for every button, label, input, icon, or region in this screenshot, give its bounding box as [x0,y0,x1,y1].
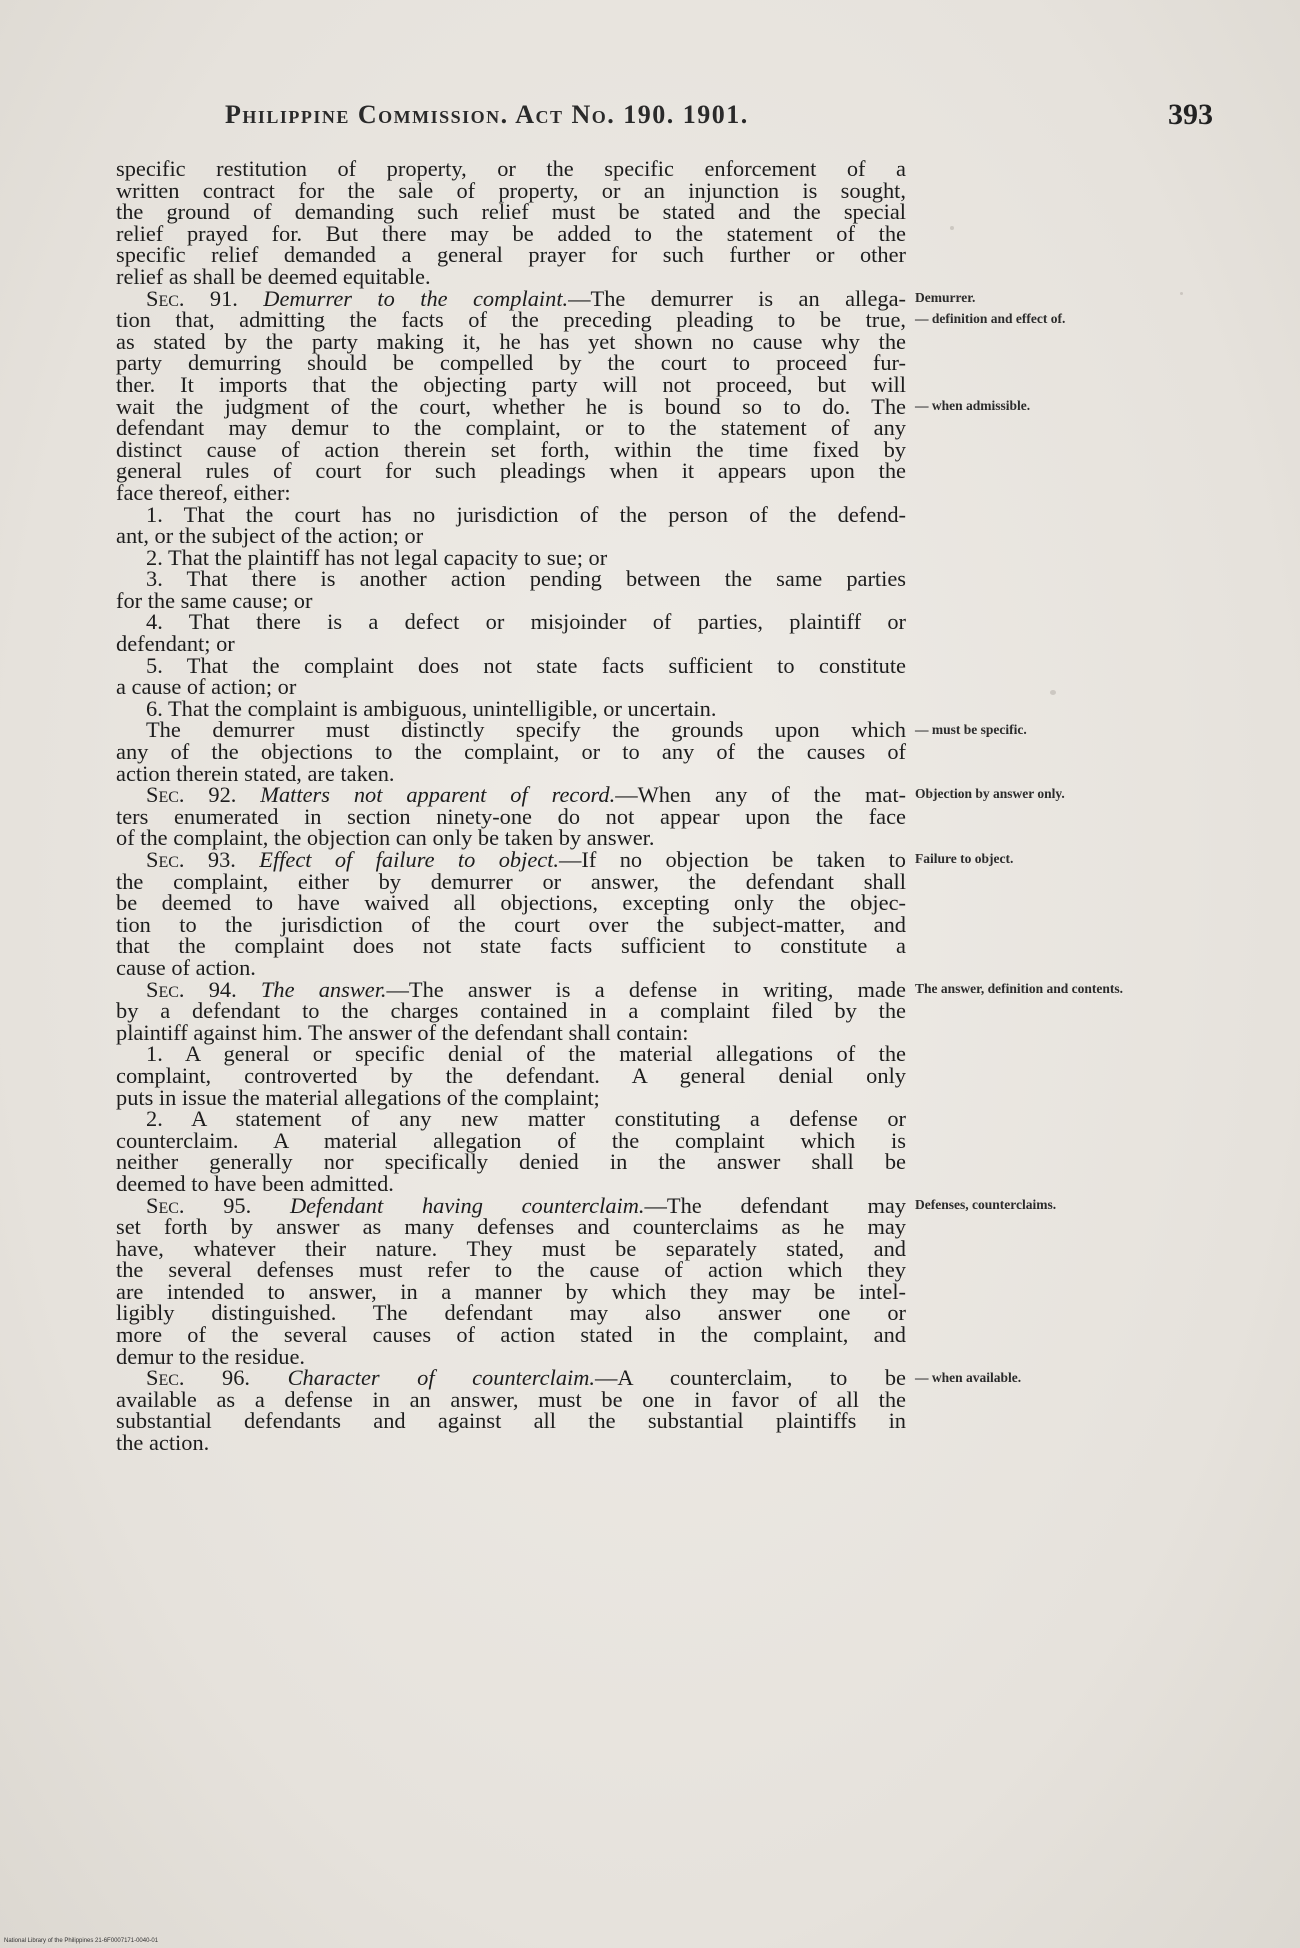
line-text: 4. That there is a defect or misjoinder of parties, plaintiff or [146,609,906,635]
text-line [116,868,906,894]
marginal-note: — definition and effect of. [915,311,1066,327]
line-text: cause of action. [116,954,256,980]
line-text: of the complaint, the objection can only be taken by answer. [116,825,655,851]
section-number: Sec. 93. [146,847,236,872]
line-text: ters enumerated in section ninety-one do not appear upon the face [116,803,906,829]
text-line [116,263,906,289]
section-number: Sec. 91. [146,285,238,311]
text-line [116,1367,906,1389]
text-line [116,1127,906,1153]
text-line [116,568,906,590]
section-number: Sec. 95. [146,1192,252,1218]
section-title: Effect of failure to object. [259,847,560,872]
line-text: available as a defense in an answer, must be one in favor of all the [116,1386,906,1412]
line-text: —The defendant may [644,1192,907,1218]
text-line [116,1084,906,1110]
line-text: the ground of demanding such relief must be stated and the special [116,199,906,225]
text-line [116,479,906,505]
text-line [116,587,906,613]
body-text [116,158,906,1454]
line-text: counterclaim. A material allegation of the complaint which is [116,1127,906,1153]
marginal-note: The answer, definition and contents. [915,980,1124,996]
text-line [116,393,906,419]
marginal-note: — must be specific. [915,721,1027,737]
text-line [116,1192,907,1218]
text-line [116,1302,906,1324]
line-text: be deemed to have waived all objections, excepting only the objec- [116,890,906,916]
line-text: 5. That the complaint does not state facts sufficient to constitute [146,652,906,678]
text-line [116,285,906,311]
marginal-note: — when admissible. [915,397,1031,413]
line-text: 1. That the court has no jurisdiction of the person of the defend- [146,501,906,527]
line-text: action therein stated, are taken. [116,760,395,786]
line-text: 1. A general or specific denial of the material allegations of the [146,1041,906,1067]
text-line [116,1432,906,1454]
line-text: relief as shall be deemed equitable. [116,263,431,289]
text-line [116,220,906,246]
text-line [116,741,906,763]
line-text: defendant may demur to the complaint, or to the statement of any [116,415,906,441]
text-line [116,460,906,482]
text-line [116,1235,906,1261]
running-head: Philippine Commission. Act No. 190. 1901. [225,100,749,129]
marginal-note: Failure to object. [915,851,1014,867]
line-text: tion to the jurisdiction of the court over the subject-matter, and [116,911,906,937]
text-line [116,328,906,354]
section-number: Sec. 94. [146,976,237,1002]
marginal-note: Demurrer. [915,289,976,305]
text-line [116,827,906,849]
text-line [116,1108,906,1130]
line-text: substantial defendants and against all the substantial plaintiffs in [116,1408,906,1434]
text-line [116,177,906,203]
line-text: general rules of court for such pleadings when it appears upon the [116,458,906,484]
marginal-note: Objection by answer only. [915,786,1065,802]
text-line [116,954,906,980]
line-text: the complaint, either by demurrer or answer, the defendant shall [116,868,906,894]
line-text: 6. That the complaint is ambiguous, unintelligible, or uncertain. [146,695,717,721]
line-text: wait the judgment of the court, whether he is bound so to do. The [116,393,906,419]
text-line [116,244,906,266]
text-line [116,352,906,374]
text-line [116,1043,906,1065]
line-text: for the same cause; or [116,587,313,613]
line-text: —The answer is a defense in writing, made [386,976,906,1002]
section-title: Character of counterclaim. [287,1365,596,1391]
line-text: defendant; or [116,631,235,657]
text-line [116,417,906,439]
text-line [116,633,906,655]
line-text: by a defendant to the charges contained in a complaint filed by the [116,998,906,1024]
text-line [116,911,906,937]
line-text: specific restitution of property, or the specific enforcement of a [116,156,906,181]
marginal-note: Defenses, counterclaims. [915,1196,1057,1212]
line-text: the action. [116,1430,210,1456]
line-text: are intended to answer, in a manner by which they may be intel- [116,1278,906,1304]
line-text: tion that, admitting the facts of the preceding pleading to be true, [116,307,906,333]
line-text: —A counterclaim, to be [595,1365,906,1391]
line-text: deemed to have been admitted. [116,1170,394,1196]
line-text: face thereof, either: [116,479,291,505]
line-text: that the complaint does not state facts sufficient to constitute a [116,933,906,959]
text-line [116,719,906,741]
text-line [116,371,906,397]
line-text: neither generally nor specifically denied in the answer shall be [116,1149,906,1175]
text-line [116,1324,906,1346]
line-text: ther. It imports that the objecting party will not proceed, but will [116,371,906,397]
text-line [116,158,906,180]
line-text: ligibly distinguished. The defendant may also answer one or [116,1300,906,1326]
paper-speck [1180,292,1183,295]
line-text: as stated by the party making it, he has yet shown no cause why the [116,328,906,354]
text-line [116,1386,906,1412]
text-line [116,1259,906,1281]
paper-speck [950,226,954,230]
text-line [116,436,906,462]
line-text: —If no objection be taken to [559,847,906,872]
line-text: any of the objections to the complaint, or to any of the causes of [116,739,906,765]
line-text: 2. A statement of any new matter constituting a defense or [146,1106,906,1132]
line-text: —The demurrer is an allega- [568,285,906,311]
line-text: more of the several causes of action stated in the complaint, and [116,1322,906,1348]
section-title: Matters not apparent of record. [260,782,616,808]
section-title: Defendant having counterclaim. [289,1192,645,1218]
section-number: Sec. 92. [146,782,237,808]
text-line [116,501,906,527]
line-text: relief prayed for. But there may be added to the statement of the [116,220,906,246]
text-line [116,1000,906,1022]
text-line [116,784,906,806]
marginal-note: — when available. [915,1369,1022,1385]
text-line [116,935,906,957]
text-line [116,803,906,829]
text-line [116,1410,906,1432]
text-line [116,1151,906,1173]
line-text: demur to the residue. [116,1343,306,1369]
line-text: have, whatever their nature. They must be separately stated, and [116,1235,906,1261]
line-text: distinct cause of action therein set forth, within the time fixed by [116,436,906,462]
line-text: puts in issue the material allegations of the complaint; [116,1084,600,1110]
text-line [116,652,906,678]
paper-speck [1050,690,1056,695]
text-line [116,849,906,871]
text-line [116,676,906,698]
line-text: set forth by answer as many defenses and counterclaims as he may [116,1214,906,1240]
line-text: 3. That there is another action pending between the same parties [146,566,906,592]
text-line [116,892,906,914]
page-number: 393 [1168,98,1213,131]
line-text: party demurring should be compelled by the court to proceed fur- [116,350,906,376]
text-line [116,760,906,786]
line-text: plaintiff against him. The answer of the defendant shall contain: [116,1019,689,1045]
line-text: —When any of the mat- [615,782,906,808]
line-text: the several defenses must refer to the cause of action which they [116,1257,906,1283]
text-line [116,309,906,331]
section-number: Sec. 96. [146,1365,251,1391]
line-text: specific relief demanded a general prayer for such further or other [116,242,906,268]
library-imprint: National Library of the Philippines 21-6F0007171-0040-01 [4,1938,159,1944]
line-text: a cause of action; or [116,674,297,700]
line-text: complaint, controverted by the defendant. A general denial only [116,1062,906,1088]
text-line [116,695,906,721]
section-title: The answer. [260,976,387,1002]
text-line [116,976,906,1002]
text-line [116,611,906,633]
text-line [116,1170,906,1196]
section-title: Demurrer to the complaint. [263,285,569,311]
line-text: 2. That the plaintiff has not legal capacity to sue; or [146,544,608,570]
text-line [116,544,906,570]
text-line [116,1278,906,1304]
line-text: The demurrer must distinctly specify the grounds upon which [146,717,906,743]
line-text: ant, or the subject of the action; or [116,523,424,549]
line-text: written contract for the sale of property, or an injunction is sought, [116,177,906,203]
text-line [116,1019,906,1045]
text-line [116,1216,906,1238]
text-line [116,201,906,223]
text-line [116,1062,906,1088]
text-line [116,525,906,547]
text-line [116,1343,906,1369]
